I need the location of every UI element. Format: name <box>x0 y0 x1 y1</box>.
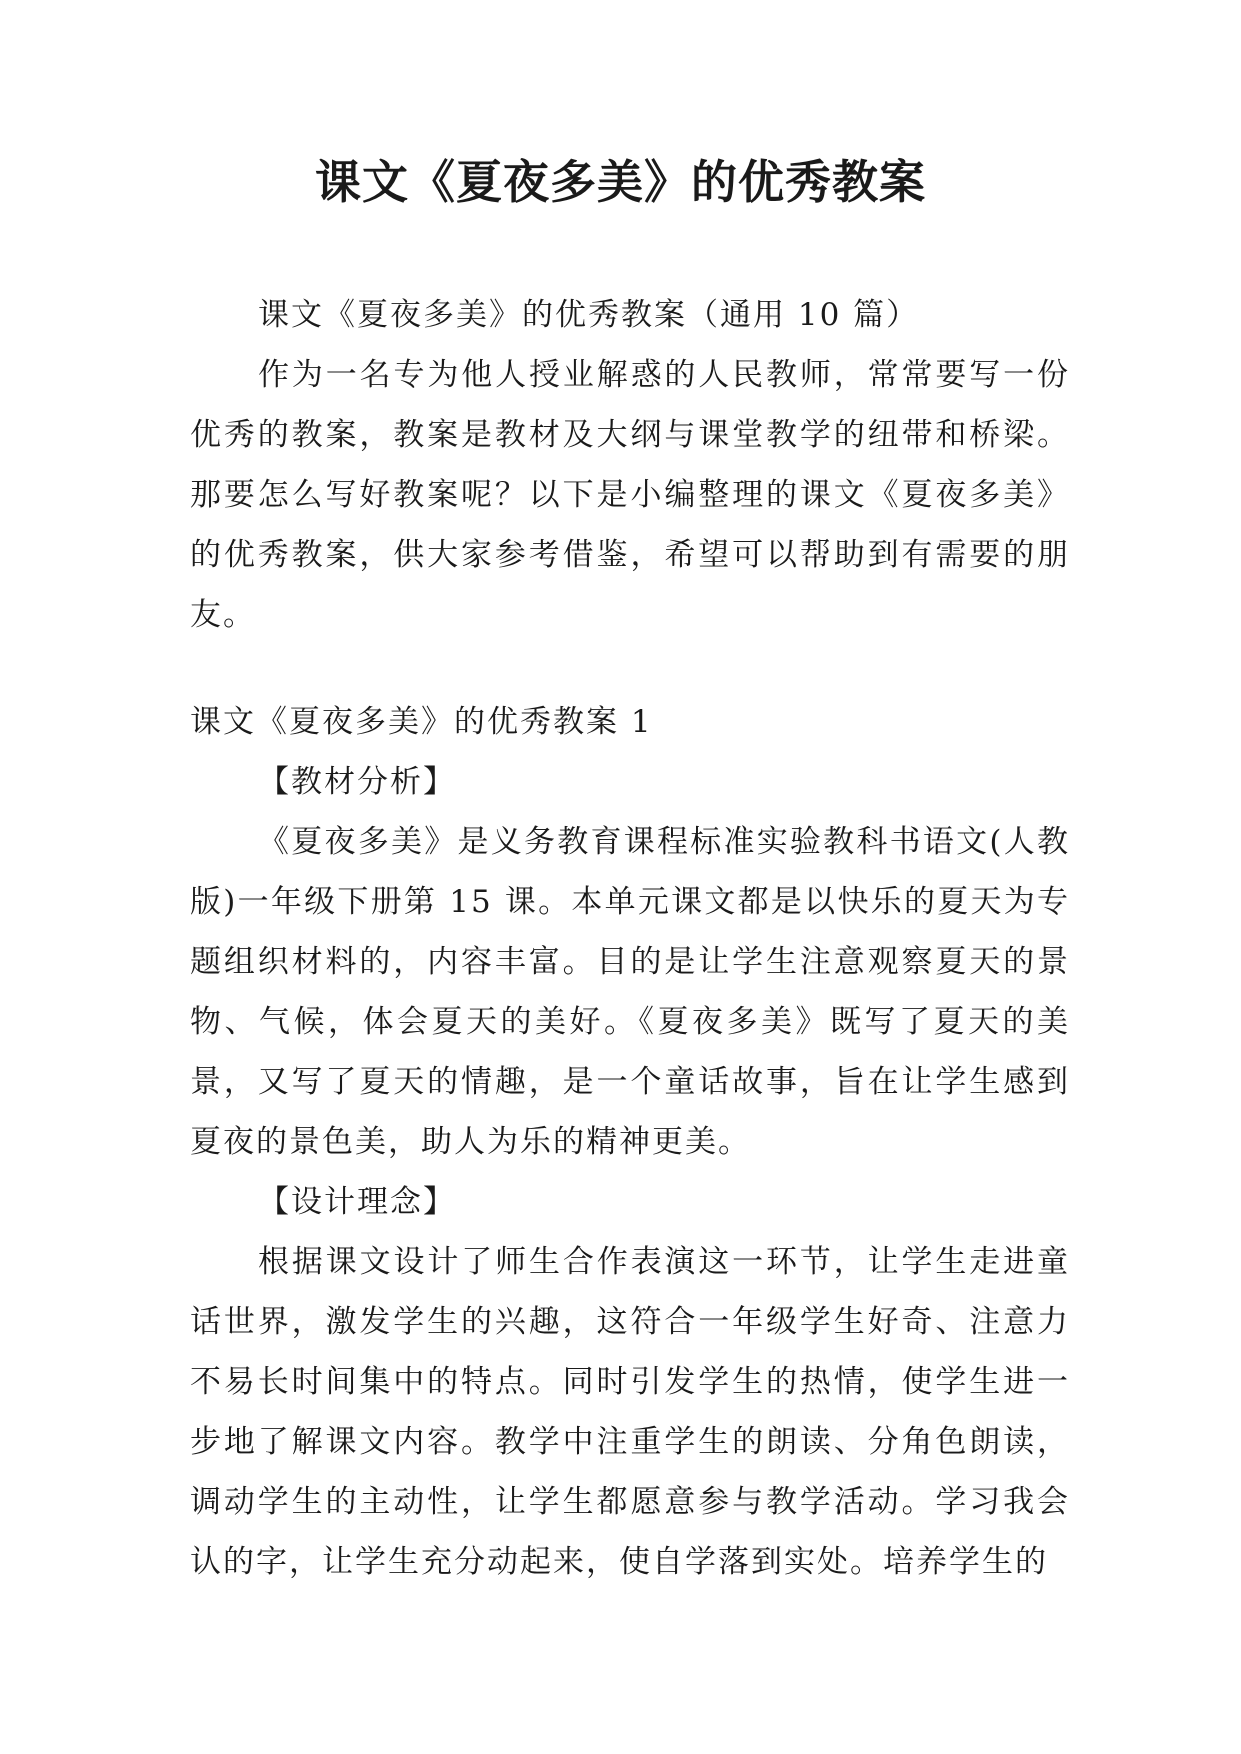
intro-paragraph: 作为一名专为他人授业解惑的人民教师，常常要写一份优秀的教案，教案是教材及大纲与课堂教学的纽带和桥梁。那要怎么写好教案呢？以下是小编整理的课文《夏夜多美》的优秀教案，供大家参考借鉴，希望可以帮助到有需要的朋友。 <box>190 357 1070 633</box>
lesson-plan-1-section <box>190 692 1070 1592</box>
material-analysis-heading: 【教材分析】 <box>258 764 456 800</box>
document-title: 课文《夏夜多美》的优秀教案 <box>315 155 926 209</box>
intro-subtitle: 课文《夏夜多美》的优秀教案（通用 10 篇） <box>258 297 920 333</box>
design-concept-paragraph: 根据课文设计了师生合作表演这一环节，让学生走进童话世界，激发学生的兴趣，这符合一年级学生好奇、注意力不易长时间集中的特点。同时引发学生的热情，使学生进一步地了解课文内容。教学中注重学生的朗读、分角色朗读，调动学生的主动性，让学生都愿意参与教学活动。学习我会认的字，让学生充分动起来，使自学落到实处。培养学生的 <box>190 1244 1070 1580</box>
section-heading: 课文《夏夜多美》的优秀教案 1 <box>190 704 653 740</box>
intro-section <box>190 285 1070 645</box>
design-concept-heading: 【设计理念】 <box>258 1184 456 1220</box>
material-analysis-paragraph: 《夏夜多美》是义务教育课程标准实验教科书语文(人教版)一年级下册第 15 课。本单元课文都是以快乐的夏天为专题组织材料的，内容丰富。目的是让学生注意观察夏天的景物、气候，体会夏天的美好。《夏夜多美》既写了夏天的美景，又写了夏天的情趣，是一个童话故事，旨在让学生感到夏夜的景色美，助人为乐的精神更美。 <box>190 824 1070 1160</box>
